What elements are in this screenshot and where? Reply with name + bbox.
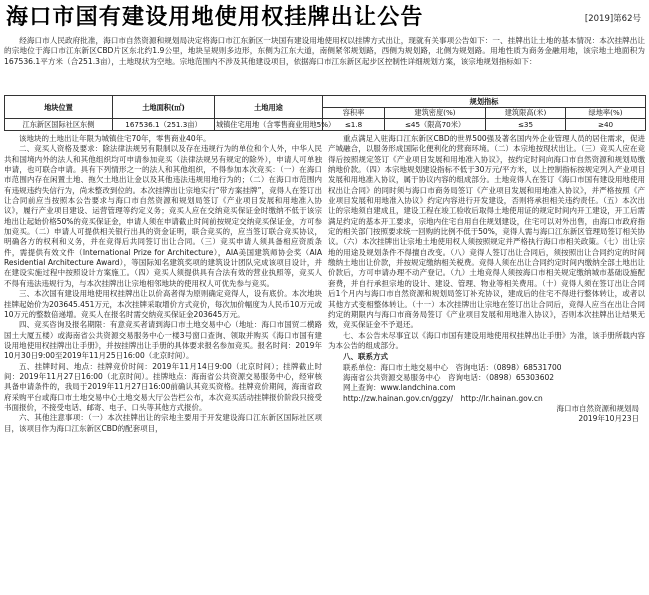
website-link[interactable]: http://zw.hainan.gov.cn/ggzy/ http://lr.hainan.gov.cn [343,393,543,403]
website-link[interactable]: 网上查询：www.landchina.com [343,383,456,393]
section-paragraph: 该地块的土地出让年限为城镇住宅70年，零售商业40年。 [19,134,211,143]
issuing-organization: 海口市自然资源和规划局 [556,403,639,413]
table-cell-density: ≤45（限高70米） [385,119,486,131]
intro-paragraph: 经海口市人民政府批准，海口市自然资源和规划局决定将海口市江东新区一块国有建设用地使用权以挂牌方式出让，现就有关事项公告如下：一、挂牌出让土地的基本情况：本次挂牌出让的宗地位于海口市江东新区CBD片区东北约1.9公里，地块呈规则多边形，东侧为江东大道，南侧紧邻规划路，西侧为规划路，北侧为规划路。用地性质为商务金融用地，该宗地土地面积为167536.1平方米（合251.3亩），土地现状为空地。宗地范围内不涉及其他建设项目，依据海口市江东新区起步区控制性详细规划方案，该宗地规划指标如下： [4,36,645,66]
table-cell-location: 江东新区国际社区东侧 [5,119,113,131]
table-header-row [5,96,646,108]
table-subheader-height: 建筑限高(米) [486,107,566,119]
section-paragraph: 六、其他注意事项：（一）本次挂牌出让的宗地主要用于开发建设海口江东新区国际社区项目，该项目作为海口江东新区CBD的配套项目， [4,413,322,433]
table-subheader-green: 绿地率(%) [566,107,646,119]
section-paragraph: 四、竞买咨询及报名期限：有意竞买者请到海口市土地交易中心（地址：海口市国贸二横路国土大厦五楼）或海南省公共资源交易服务中心一楼3号窗口查询、领取并购买《海口市国有建设用地使用权挂牌出让手册》，并按挂牌出让手册的具体要求报名参加竞买。报名时间：2019年10月30日9:00至2019年11月25日16:00（北京时间）。 [4,320,322,361]
table-header-planning: 规划指标 [323,96,646,108]
table-cell-height: ≤35 [486,119,566,131]
announcement-number: [2019]第62号 [584,14,641,24]
table-header-location: 地块位置 [5,96,113,119]
section-paragraph: 五、挂牌时间、地点：挂牌竞价时间：2019年11月14日9:00（北京时间）；挂牌截止时间：2019年11月27日16:00（北京时间）。挂牌地点：海南省公共资源交易服务中心，经审核具备申请条件的，我局于2019年11月27日16:00前确认其竞买资格。挂牌竞价期间，海南省政府采购平台或海口市土地交易中心土地交易大厅公告栏公布，本次竞买活动挂牌报价阶段只接受书面报价，不接受电话、邮寄、电子、口头等其他方式报价。 [4,361,322,412]
table-cell-far: ≤1.8 [323,119,385,131]
right-column [328,134,645,594]
announcement-header [0,0,649,34]
table-cell-green: ≥40 [566,119,646,131]
table-subheader-far: 容积率 [323,107,385,119]
table-row [5,119,646,131]
table-header-area: 土地面积(㎡) [113,96,215,119]
table-subheader-density: 建筑密度(%) [385,107,486,119]
section-paragraph: 七、本公告未尽事宜以《海口市国有建设用地使用权挂牌出让手册》为准，该手册所载内容为本公告的组成部分。 [328,330,645,350]
table-header-use: 土地用途 [215,96,323,119]
table-cell-use: 城镇住宅用地（含零售商业用地5%） [216,120,336,130]
left-column [4,134,322,594]
contact-line: 海南省公共资源交易服务中心 咨询电话：（0898）65303602 [343,372,555,382]
table-cell-area: 167536.1（251.3亩） [113,119,215,131]
section-paragraph: 三、本次国有建设用地使用权挂牌出让以价高者得为原则确定竞得人，设有底价。本次地块挂牌起始价为203645.451万元，本次挂牌采取增价方式竞价，每次加价幅度为人民币10万元或10万元的整数倍递增。竞买人在报名时需交纳竞买保证金203645万元。 [4,289,322,319]
section-paragraph: 重点满足入驻海口江东新区CBD的世界500强及著名国内外企业管理人员的居住需求，促进产城融合，以服务形成国际化便利化的营商环境。（二）本宗地按现状出让。（三）竞买人应在竞得后按照规定签订《产业项目发展和用地准入协议》，按约定时间向海口市自然资源和规划局缴纳地价款。（四）本宗地规划建设指标不低于30万元/平方米，以上控制指标按规定列入产业项目发展和用地准入协议，属于协议内容的组成部分。土地竞得人在签订《海口市国有建设用地使用权出让合同》的同时须与海口市商务局签订《产业项目发展和用地准入协议》，并严格按照《产业项目发展和用地准入协议》约定内容进行开发建设，否则将承担相关违约责任。（五）本次出让的宗地须自建成且，建设工程在竣工验收后取得土地使用证的规定时间内开工建设，开工后需满足约定的基本开工要求，宗地内住宅自用自住规划建设，住宅可以对外出售，由海口市政府指定的相关部门按照要求统一回购的比例不低于50%，竞得人需与海口江东新区管理局签订相关协议。（六）本次挂牌出让宗地土地使用权人须按照规定并严格执行海口市相关政策。（七）出让宗地的用途及规划条件不得擅自改变。（八）竞得人签订出让合同后，须按照出让合同约定的时间缴纳土地出让价款，并按规定缴纳相关税费。竞得人须在出让合同约定时间内缴纳全部土地出让价款后，方可申请办理不动产登记。（九）土地竞得人须按海口市相关规定缴纳城市基础设施配套费，并自行承担宗地的设计、建设、管理、物业等相关费用。（十）竞得人须在签订出让合同后1个月内与海口市自然资源和规划局签订补充协议，建成后的住宅不得进行整体转让，或者以其他方式变相整体转让。（十一）本次挂牌出让宗地在签订出让合同后，竞得人应当在出让合同约定的期限内与海口市商务局签订《产业项目发展和用地准入协议》，否则本次挂牌出让结果无效，竞买保证金不予退还。 [328,134,645,330]
contact-line: 联系单位：海口市土地交易中心 咨询电话：（0898）68531700 [343,362,562,372]
section-paragraph: 二、竞买人资格及要求：除法律法规另有限制以及存在违规行为的单位和个人外，中华人民共和国境内外的法人和其他组织均可申请参加竞买（法律法规另有规定的除外），申请人可单独申请，也可联合申请。具有下列情形之一的法人和其他组织，不得参加本次竞买：（一）在海口市范围内存在闲置土地、拖欠土地出让金以及其他违法违规用地行为的；（二）在海口市范围内有违规违约失信行为，尚未整改到位的。本次挂牌出让宗地实行“带方案挂牌”，竞得人在签订出让合同前应当按照本公告要求与海口市自然资源和规划局签订《产业项目发展和用地准入协议》，履行产业项目建设、运营管理等约定义务；竞买人应在交纳竞买保证金时缴纳不低于该宗地出让起始价格50%的竞买保证金，申请人须在申请截止时间前按规定交纳竞买保证金，方可参加竞买。（二）申请人可提供相关银行出具的资金证明，联合竞买的，应当签订联合竞买协议，明确各方的权利和义务，并在竞得后共同签订出让合同。（三）竞买申请人须具备相应资质条件，需提供有效文件（International Prize for Architecture），AIA美国建筑师协会奖（AIA Residential Architecture Award），等国际知名建筑奖项的建筑设计团队完成该项目设计，并在建设实施过程中按照设计方案施工。（四）竞买人须提供具有合法有效的营业执照等，竞买人不得有违法违规行为，与本次挂牌出让宗地相邻地块的使用权人可优先参与竞买。 [4,144,322,288]
issue-date: 2019年10月23日 [578,414,639,424]
contact-title: 八、联系方式 [343,352,388,362]
announcement-title: 海口市国有建设用地使用权挂牌出让公告 [6,5,424,30]
plot-info-table [4,95,646,131]
contact-block [328,352,645,424]
